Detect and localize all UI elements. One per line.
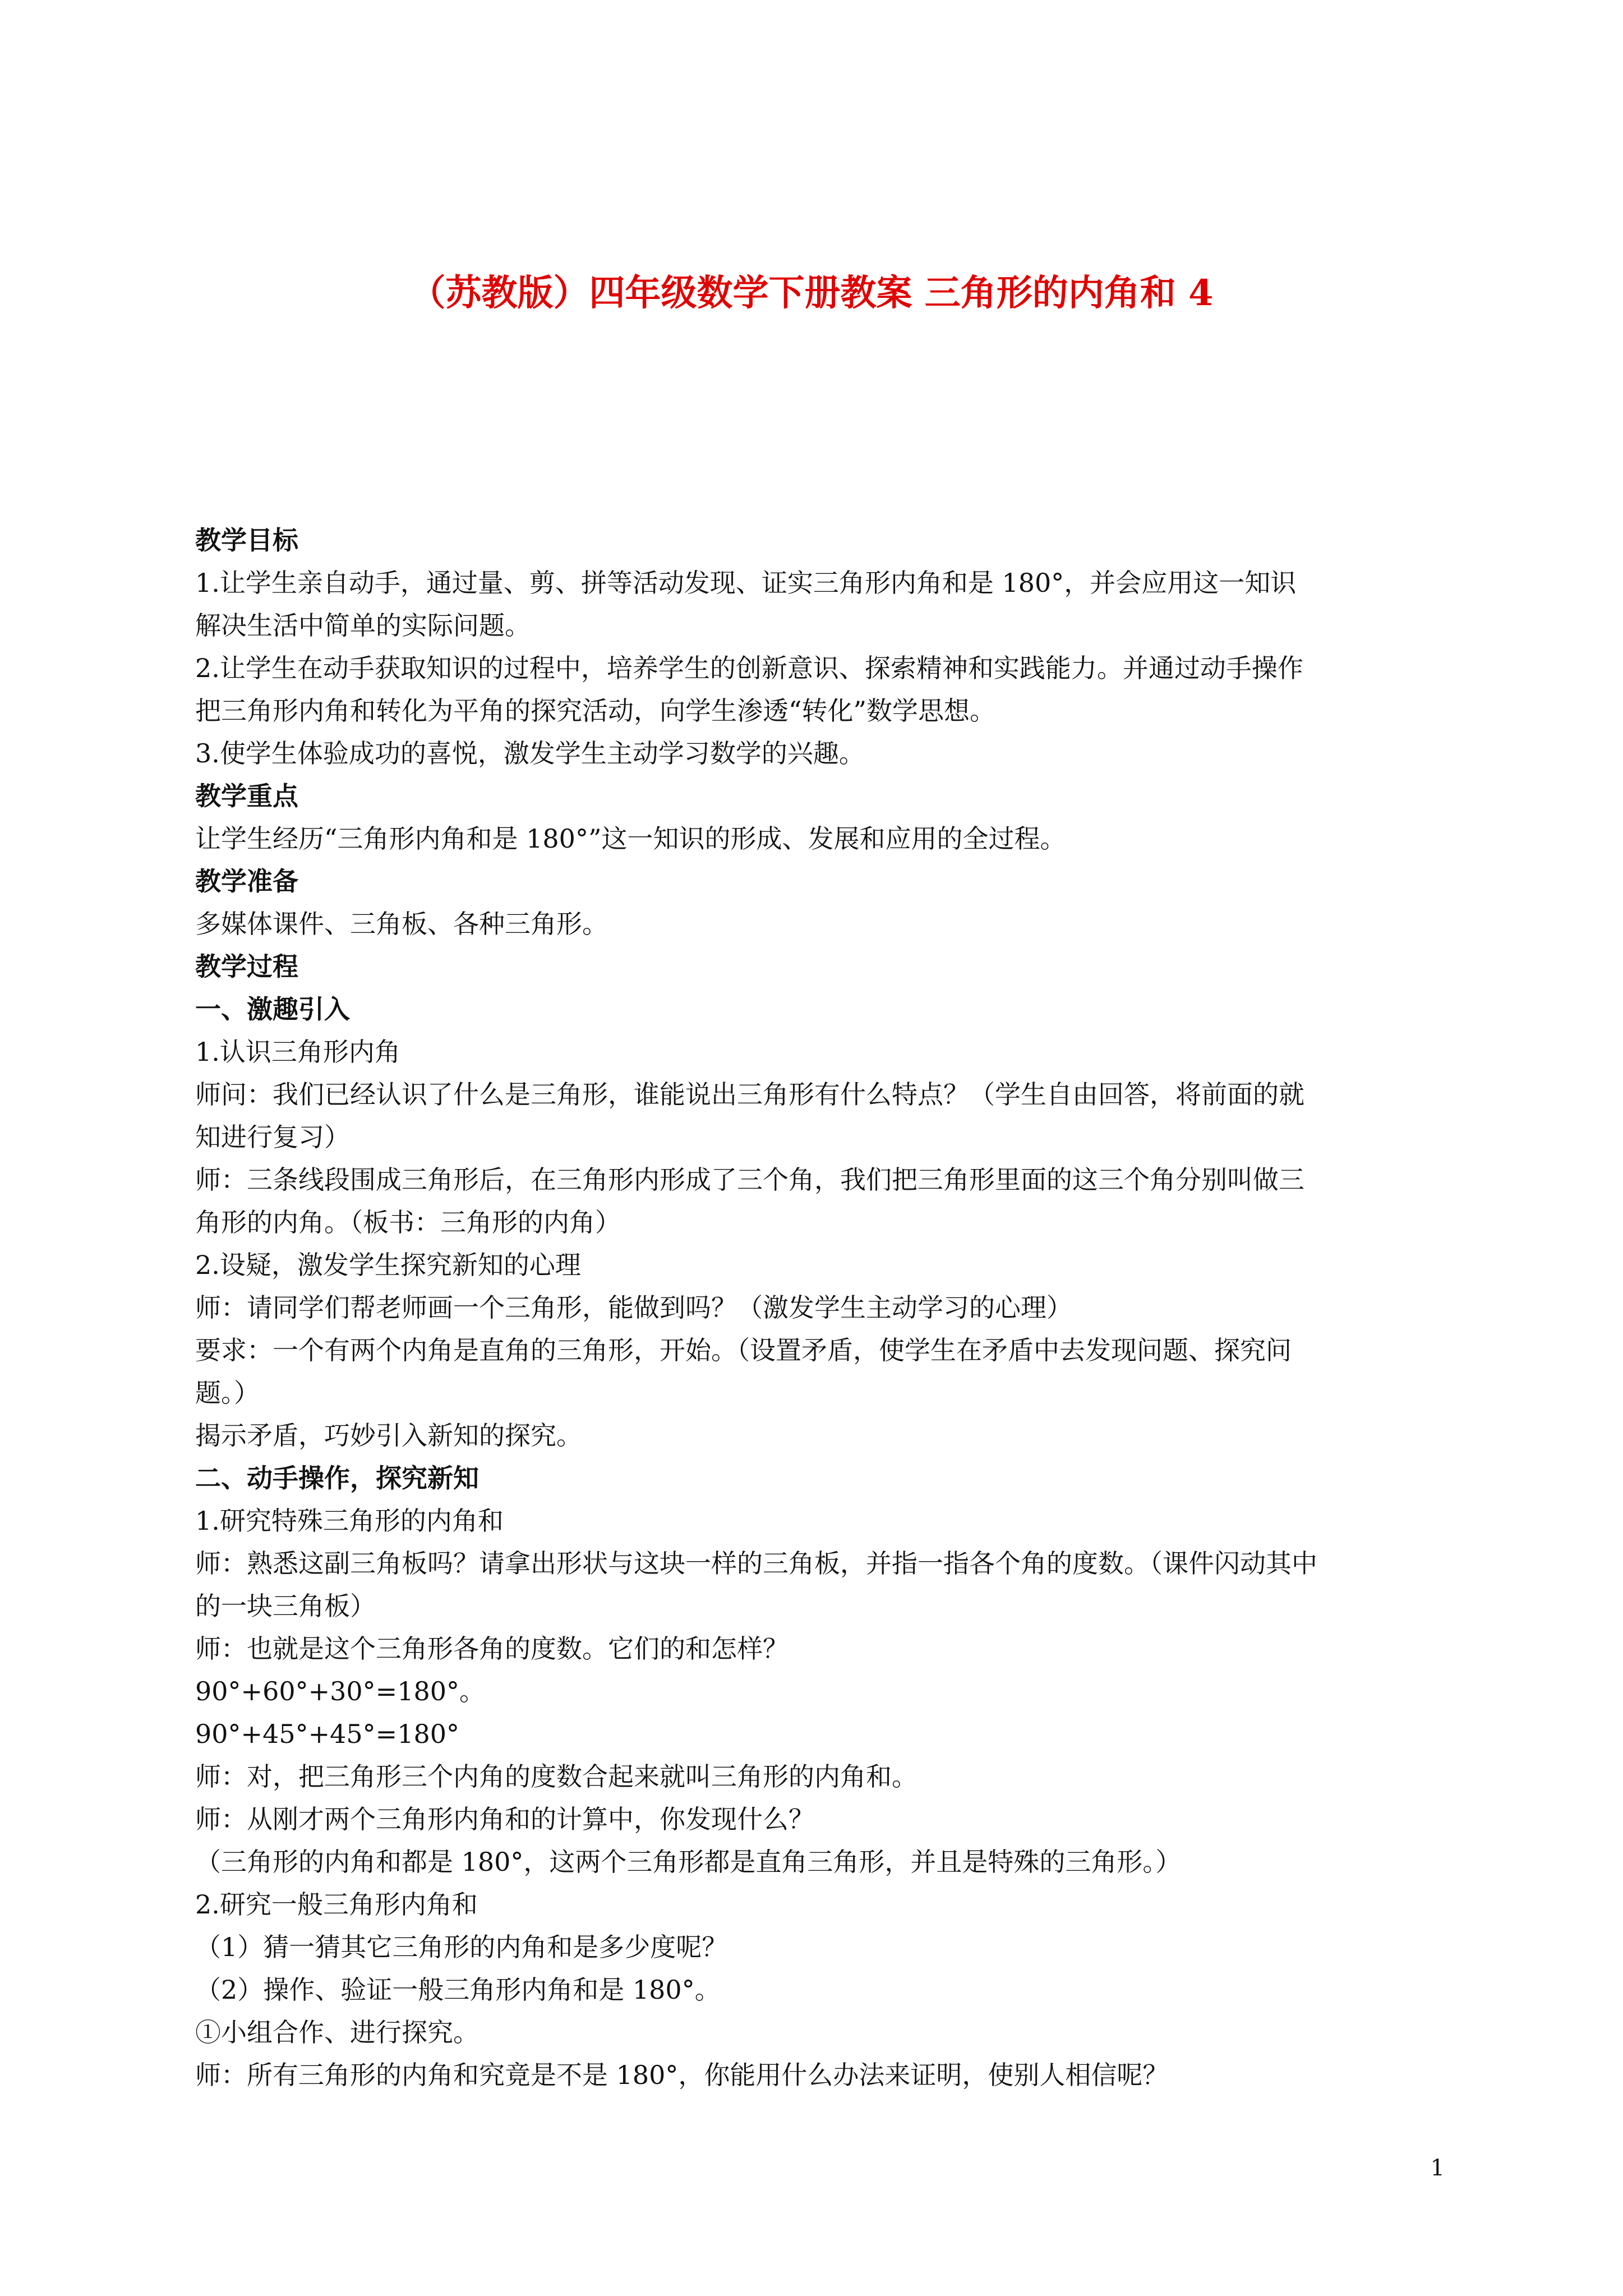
body-line: 知进行复习） — [195, 1122, 350, 1152]
body-line: 1.认识三角形内角 — [195, 1037, 400, 1067]
body-line: （三角形的内角和都是 180°，这两个三角形都是直角三角形，并且是特殊的三角形。） — [195, 1847, 1182, 1877]
body-line: 揭示矛盾，巧妙引入新知的探究。 — [195, 1420, 582, 1451]
body-line: ①小组合作、进行探究。 — [195, 2017, 479, 2047]
body-line: 90°+45°+45°=180° — [195, 1719, 460, 1749]
section-heading: 教学重点 — [195, 781, 298, 811]
section-heading: 一、激趣引入 — [195, 994, 350, 1024]
body-line: 师：也就是这个三角形各角的度数。它们的和怎样？ — [195, 1634, 789, 1664]
body-line: 1.让学生亲自动手，通过量、剪、拼等活动发现、证实三角形内角和是 180°，并会应用这一知识 — [195, 568, 1297, 598]
document-body — [195, 519, 1449, 2096]
body-line: 角形的内角。（板书：三角形的内角） — [195, 1207, 621, 1237]
body-line: 多媒体课件、三角板、各种三角形。 — [195, 909, 608, 939]
body-line: 3.使学生体验成功的喜悦，激发学生主动学习数学的兴趣。 — [195, 738, 865, 769]
body-line: 师：三条线段围成三角形后，在三角形内形成了三个角，我们把三角形里面的这三个角分别叫做三 — [195, 1165, 1304, 1195]
body-line: 要求：一个有两个内角是直角的三角形，开始。（设置矛盾，使学生在矛盾中去发现问题、探究问 — [195, 1335, 1292, 1365]
body-line: 2.设疑，激发学生探究新知的心理 — [195, 1250, 581, 1280]
section-heading: 二、动手操作，探究新知 — [195, 1463, 479, 1493]
body-line: 师：请同学们帮老师画一个三角形，能做到吗？（激发学生主动学习的心理） — [195, 1292, 1072, 1323]
section-heading: 教学目标 — [195, 525, 298, 555]
body-line: 90°+60°+30°=180°。 — [195, 1676, 486, 1706]
body-line: （2）操作、验证一般三角形内角和是 180°。 — [195, 1975, 721, 2005]
body-line: 1.研究特殊三角形的内角和 — [195, 1506, 504, 1536]
body-line: 解决生活中简单的实际问题。 — [195, 610, 531, 641]
document-title: （苏教版）四年级数学下册教案 三角形的内角和 4 — [409, 272, 1214, 314]
body-line: 把三角形内角和转化为平角的探究活动，向学生渗透“转化”数学思想。 — [195, 696, 996, 726]
body-line: 的一块三角板） — [195, 1591, 376, 1621]
page-number: 1 — [1430, 2155, 1445, 2181]
section-heading: 教学过程 — [195, 951, 298, 982]
body-line: 让学生经历“三角形内角和是 180°”这一知识的形成、发展和应用的全过程。 — [195, 823, 1066, 854]
body-line: 师：从刚才两个三角形内角和的计算中，你发现什么？ — [195, 1804, 814, 1834]
body-line: 题。） — [195, 1378, 260, 1408]
body-line: 师问：我们已经认识了什么是三角形，谁能说出三角形有什么特点？（学生自由回答，将前面的就 — [195, 1079, 1304, 1110]
body-line: （1）猜一猜其它三角形的内角和是多少度呢？ — [195, 1932, 728, 1962]
body-line: 师：所有三角形的内角和究竟是不是 180°，你能用什么办法来证明，使别人相信呢？ — [195, 2060, 1169, 2090]
body-line: 师：对，把三角形三个内角的度数合起来就叫三角形的内角和。 — [195, 1761, 917, 1792]
body-line: 师：熟悉这副三角板吗？请拿出形状与这块一样的三角板，并指一指各个角的度数。（课件闪动其中 — [195, 1548, 1317, 1579]
body-line: 2.研究一般三角形内角和 — [195, 1889, 478, 1920]
section-heading: 教学准备 — [195, 866, 298, 896]
body-line: 2.让学生在动手获取知识的过程中，培养学生的创新意识、探索精神和实践能力。并通过动手操作 — [195, 653, 1303, 683]
